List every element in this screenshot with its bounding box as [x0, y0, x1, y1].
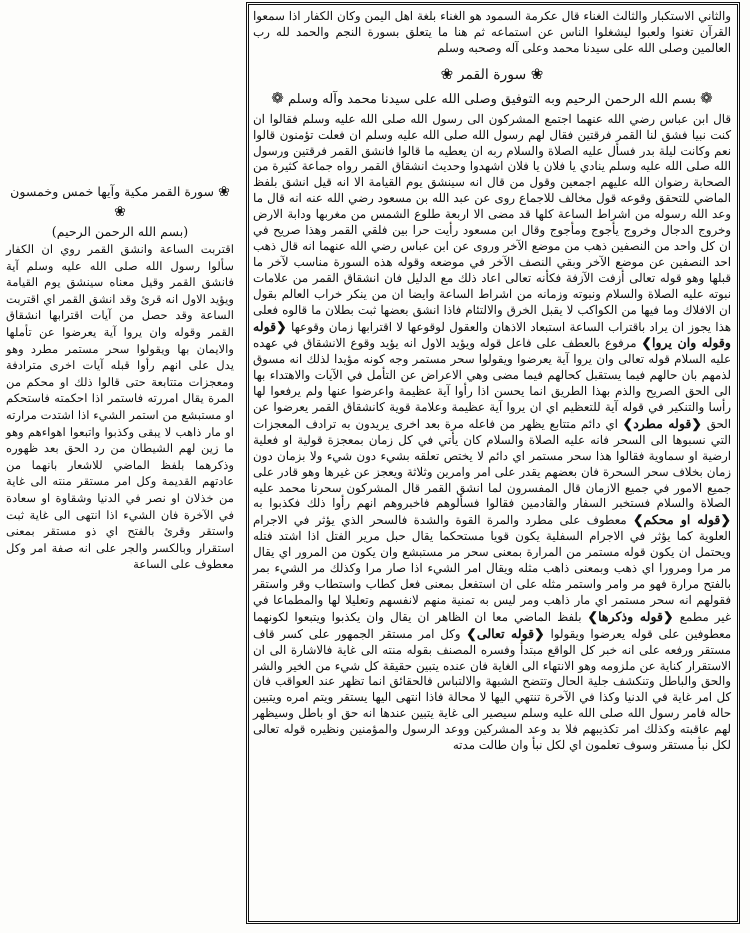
side-body: اقتربت الساعة وانشق القمر روي ان الكفار سألوا رسول الله صلى الله عليه وسلم آية فانشق القمر وقيل معناه سينشق يوم القيامة ويؤيد الاول انه قرئ وقد انشق القمر اي اقتربت الساعة وقد حصل من آيات اقترابها انشقاق القمر وقوله وان يروا آية يعرضوا عن تأملها والايمان بها ويقولوا سحر مستمر مطرد وهو يدل على انهم رأوا قبله آيات اخرى مترادفة ومعجزات متتابعة حتى قالوا ذلك او محكم من المرة يقال امررته فاستمر اذا احكمته فاستحكم او مستبشع من استمر الشيء اذا اشتدت مرارته او مار ذاهب لا يبقى وكذبوا واتبعوا اهواءهم وهو ما زين لهم الشيطان من رد الحق بعد ظهوره وذكرهما بلفظ الماضي للاشعار بانهما من عادتهم القديمة وكل امر مستقر منته الى غاية من خذلان او نصر في الدنيا وشقاوة او سعادة في الآخرة فان الشيء اذا انتهى الى غاية ثبت واستقر وقرئ بالفتح اي ذو مستقر بمعنى استقرار وبالكسر والجر على انه صفة امر وكل معطوف على الساعة — [6, 242, 234, 572]
commentary-body-1: قال ابن عباس رضي الله عنهما اجتمع المشركون الى رسول الله صلى الله عليه وسلم فقالوا ان كنت نبيا فشق لنا القمر فرقتين فقال لهم رسول الله صلى الله عليه وسلم ان فعلت تؤمنون قالوا نعم وكانت ليلة بدر فسأل عليه الصلاة والسلام ربه ان يعطيه ما قالوا فانشق القمر فرقتين ورسول الله صلى الله عليه وسلم ينادي يا فلان يا فلان اشهدوا وحديث انشقاق القمر رواه جماعة كثيرة من الصحابة رضوان الله عليهم اجمعين وقول من قال انه سينشق يوم القيامة الا انه قيل انشق بلفظ الماضي للتحقق وقوعه قول مخالف للاجماع روى عن عبد الله بن مسعود رضي الله عنه انه قال ما وعد الله رسوله من اشراط الساعة كلها قد مضى الا اربعة طلوع الشمس من مغربها ودابة الارض وخروج الدجال وخروج يأجوج ومأجوج وقال ابن مسعود رأيت حرا بين فلقي القمر وهذا صريح في ان كل واحد من النصفين ذهب من موضع الآخر وروى عن ابن عباس رضي الله عنهما انه قال ذهب احد النصفين عن موضع الآخر وبقي النصف الآخر في موضعه وقوله هذه السورة مناسب لآخر ما قبلها وهو قوله تعالى أزفت الآزفة فكأنه تعالى اعاد ذلك مع الدليل فان انشقاق القمر من علامات نبوته عليه الصلاة والسلام ونبوته وزمانه من اشراط الساعة وايضا ان من ينكر خراب العالم بقول ان الافلاك وما فيها من الكواكب لا يقبل الخرق والالتئام فاذا انشق بعضها ثبت بطلان ما قالوه فعلى هذا يجوز ان يراد باقتراب الساعة استبعاد الاذهان والعقول لوقوعها لا اقترابها زمان وقوعها — [253, 111, 731, 334]
lemma-marker: ❮قوله مطرد❯ — [622, 415, 702, 431]
commentary-body-5: بلفظ الماضي معا ان الظاهر ان يقال وان يكذبوا ويتبعوا لكونهما معطوفين على قوله يعرضوا ويقولوا — [253, 609, 732, 641]
ornament-icon: ❁ — [700, 88, 713, 107]
lemma-text: قوله وقوله وان يروا — [253, 318, 732, 351]
surah-title-text: سورة القمر — [457, 66, 527, 83]
main-commentary-frame — [246, 2, 740, 924]
lemma-marker: ❮قوله تعالى❯ — [466, 625, 545, 641]
commentary-body-6: وكل امر مستقر الجمهور على كسر قاف مستقر ورفعه على انه خبر كل الواقع مبتدأ وفسره المصنف بقوله منته الى غاية فالاشارة الى ان الاستقرار كناية عن ملزومه وهو الانتهاء الى الغاية فان عنده يتبين حقيقة كل شيء من الخير والشر والحق والباطل وتنكشف جلية الحال وتتضح الشبهة والالتباس فالحقائق انما تظهر عند العواقب فان كل امر غاية في الدنيا وكذا في الآخرة تنتهي اليها لا محالة فاذا انتهى اليها يستقر ويتم امره ويتبين حاله فامر رسول الله صلى الله عليه وسلم سيصير الى غاية يتبين عندها انه حق او باطل وسيظهر لهم عاقبته وكذلك امر تكذيبهم فلا بد وعد المشركين ووعد الرسول والمؤمنين ونظيره قوله تعالى لكل نبأ مستقر وسوف تعلمون اي لكل نبأ وان طالت مدته — [253, 626, 731, 753]
ornament-icon: ❀ — [440, 64, 454, 83]
lemma-text: قوله وذكرها — [598, 608, 663, 624]
side-basmala: (بسم الله الرحمن الرحيم) — [51, 224, 189, 239]
lemma-marker: ❮قوله وقوله وان يروا❯ — [253, 318, 732, 351]
ornament-icon: ❀ — [530, 64, 544, 83]
commentary-paragraph — [253, 112, 731, 754]
side-heading — [6, 182, 234, 222]
lemma-marker: ❮قوله او محكم❯ — [632, 512, 731, 528]
lemma-marker: ❮قوله وذكرها❯ — [587, 608, 674, 624]
basmala-line — [253, 88, 731, 110]
ornament-icon: ❀ — [218, 184, 230, 200]
ornament-icon: ❁ — [271, 88, 284, 107]
lemma-text: قوله تعالى — [476, 625, 535, 641]
basmala-text: بسم الله الرحمن الرحيم وبه التوفيق وصلى الله على سيدنا محمد وآله وسلم — [288, 91, 696, 107]
commentary-body-2: مرفوع بالعطف على فاعل قوله ويؤيد الاول انه يؤيد وقوع الانشقاق في عهده عليه السلام قوله تعالى وان يروا آية يعرضوا ويقولوا سحر مستمر وجه كونه مؤيدا لذلك انه مسوق لذمهم بان حالهم فيما يستقبل كحالهم فيما مضى وهي الاعراض عن التأمل في الآيات والاهتداء بها الى الحق الصريح والذم بهذا الطريق انما يحسن اذا رأوا آية عظيمة واعرضوا عنها ولم يرفعوا لها رأسا والتنكير في قوله آية للتعظيم اي ان يروا آية عظيمة وعلامة قوية كانشقاق القمر يعرضوا عن الحق — [253, 336, 732, 431]
commentary-body-3: اي دائم متتابع يظهر من فاعله مرة بعد اخرى يريدون به ترادف المعجزات التي نسبوها الى السحر فانه عليه الصلاة والسلام كان يأتي في كل زمان بمعجزة قولية او فعلية ارضية او سماوية فقالوا هذا سحر مستمر اي دائم لا يختص تعلقه بشيء دون شيء ولا بزمان دون زمان بخلاف سحر السحرة فان بعضهم يقدر على امر وامرين وثلاثة ويعجز عن غيرها وهو قادر على جميع الامور في جميع الازمان قال المفسرون لما انشق القمر قال المشركون سحرنا محمد عليه الصلاة والسلام فستخبر السفار والقادمين فقالوا فسألوهم فاخبروهم انهم رأوا ذلك فكذبوا به — [253, 416, 731, 511]
commentary-body-4: معطوف على مطرد والمرة القوة والشدة فالسحر الذي يؤثر في الاجرام العلوية كما يؤثر في الاجرام السفلية يكون قويا مستحكما يقال حبل مرير الفتل اذا اشتد فتله ويحتمل ان يكون قوله مستمر من المرارة بمعنى سحر مر مستبشع وان يكون من المرور اي يقال مر مرا ومرورا اي ذهب وبمعنى ذاهب مثله ويقال امر الشيء اذا صار مرا وكذلك مر الشيء بمر بالفتح مرارة فهو مر وامر واستمر مثله على ان استفعل بمعنى فعل كطاب واستطاب وقر واستقر فقولهم انه سحر مستمر اي مار ذاهب ومر ليس به تمنية منهم لانفسهم وتعليلا لها والمطماعا في غير مطمع — [253, 513, 731, 624]
side-commentary — [6, 182, 234, 573]
lemma-text: قوله او محكم — [643, 512, 721, 528]
side-heading-text: سورة القمر مكية وآيها خمس وخمسون — [10, 184, 215, 199]
side-basmala-text: بسم الله الرحمن الرحيم — [56, 224, 184, 239]
main-commentary-text — [249, 5, 737, 754]
surah-title-heading — [253, 63, 731, 86]
intro-paragraph: والثاني الاستكبار والثالث الغناء قال عكرمة السمود هو الغناء بلغة اهل اليمن وكان الكفار اذا سمعوا القرآن تغنوا ولعبوا ليشغلوا الناس عن استماعه ثم هنا ما يتعلق بسورة النجم والحمد لله رب العالمين وصلى الله على سيدنا محمد وعلى آله وصحبه وسلم — [253, 9, 731, 55]
lemma-text: قوله مطرد — [633, 415, 692, 431]
ornament-icon: ❀ — [114, 204, 126, 220]
